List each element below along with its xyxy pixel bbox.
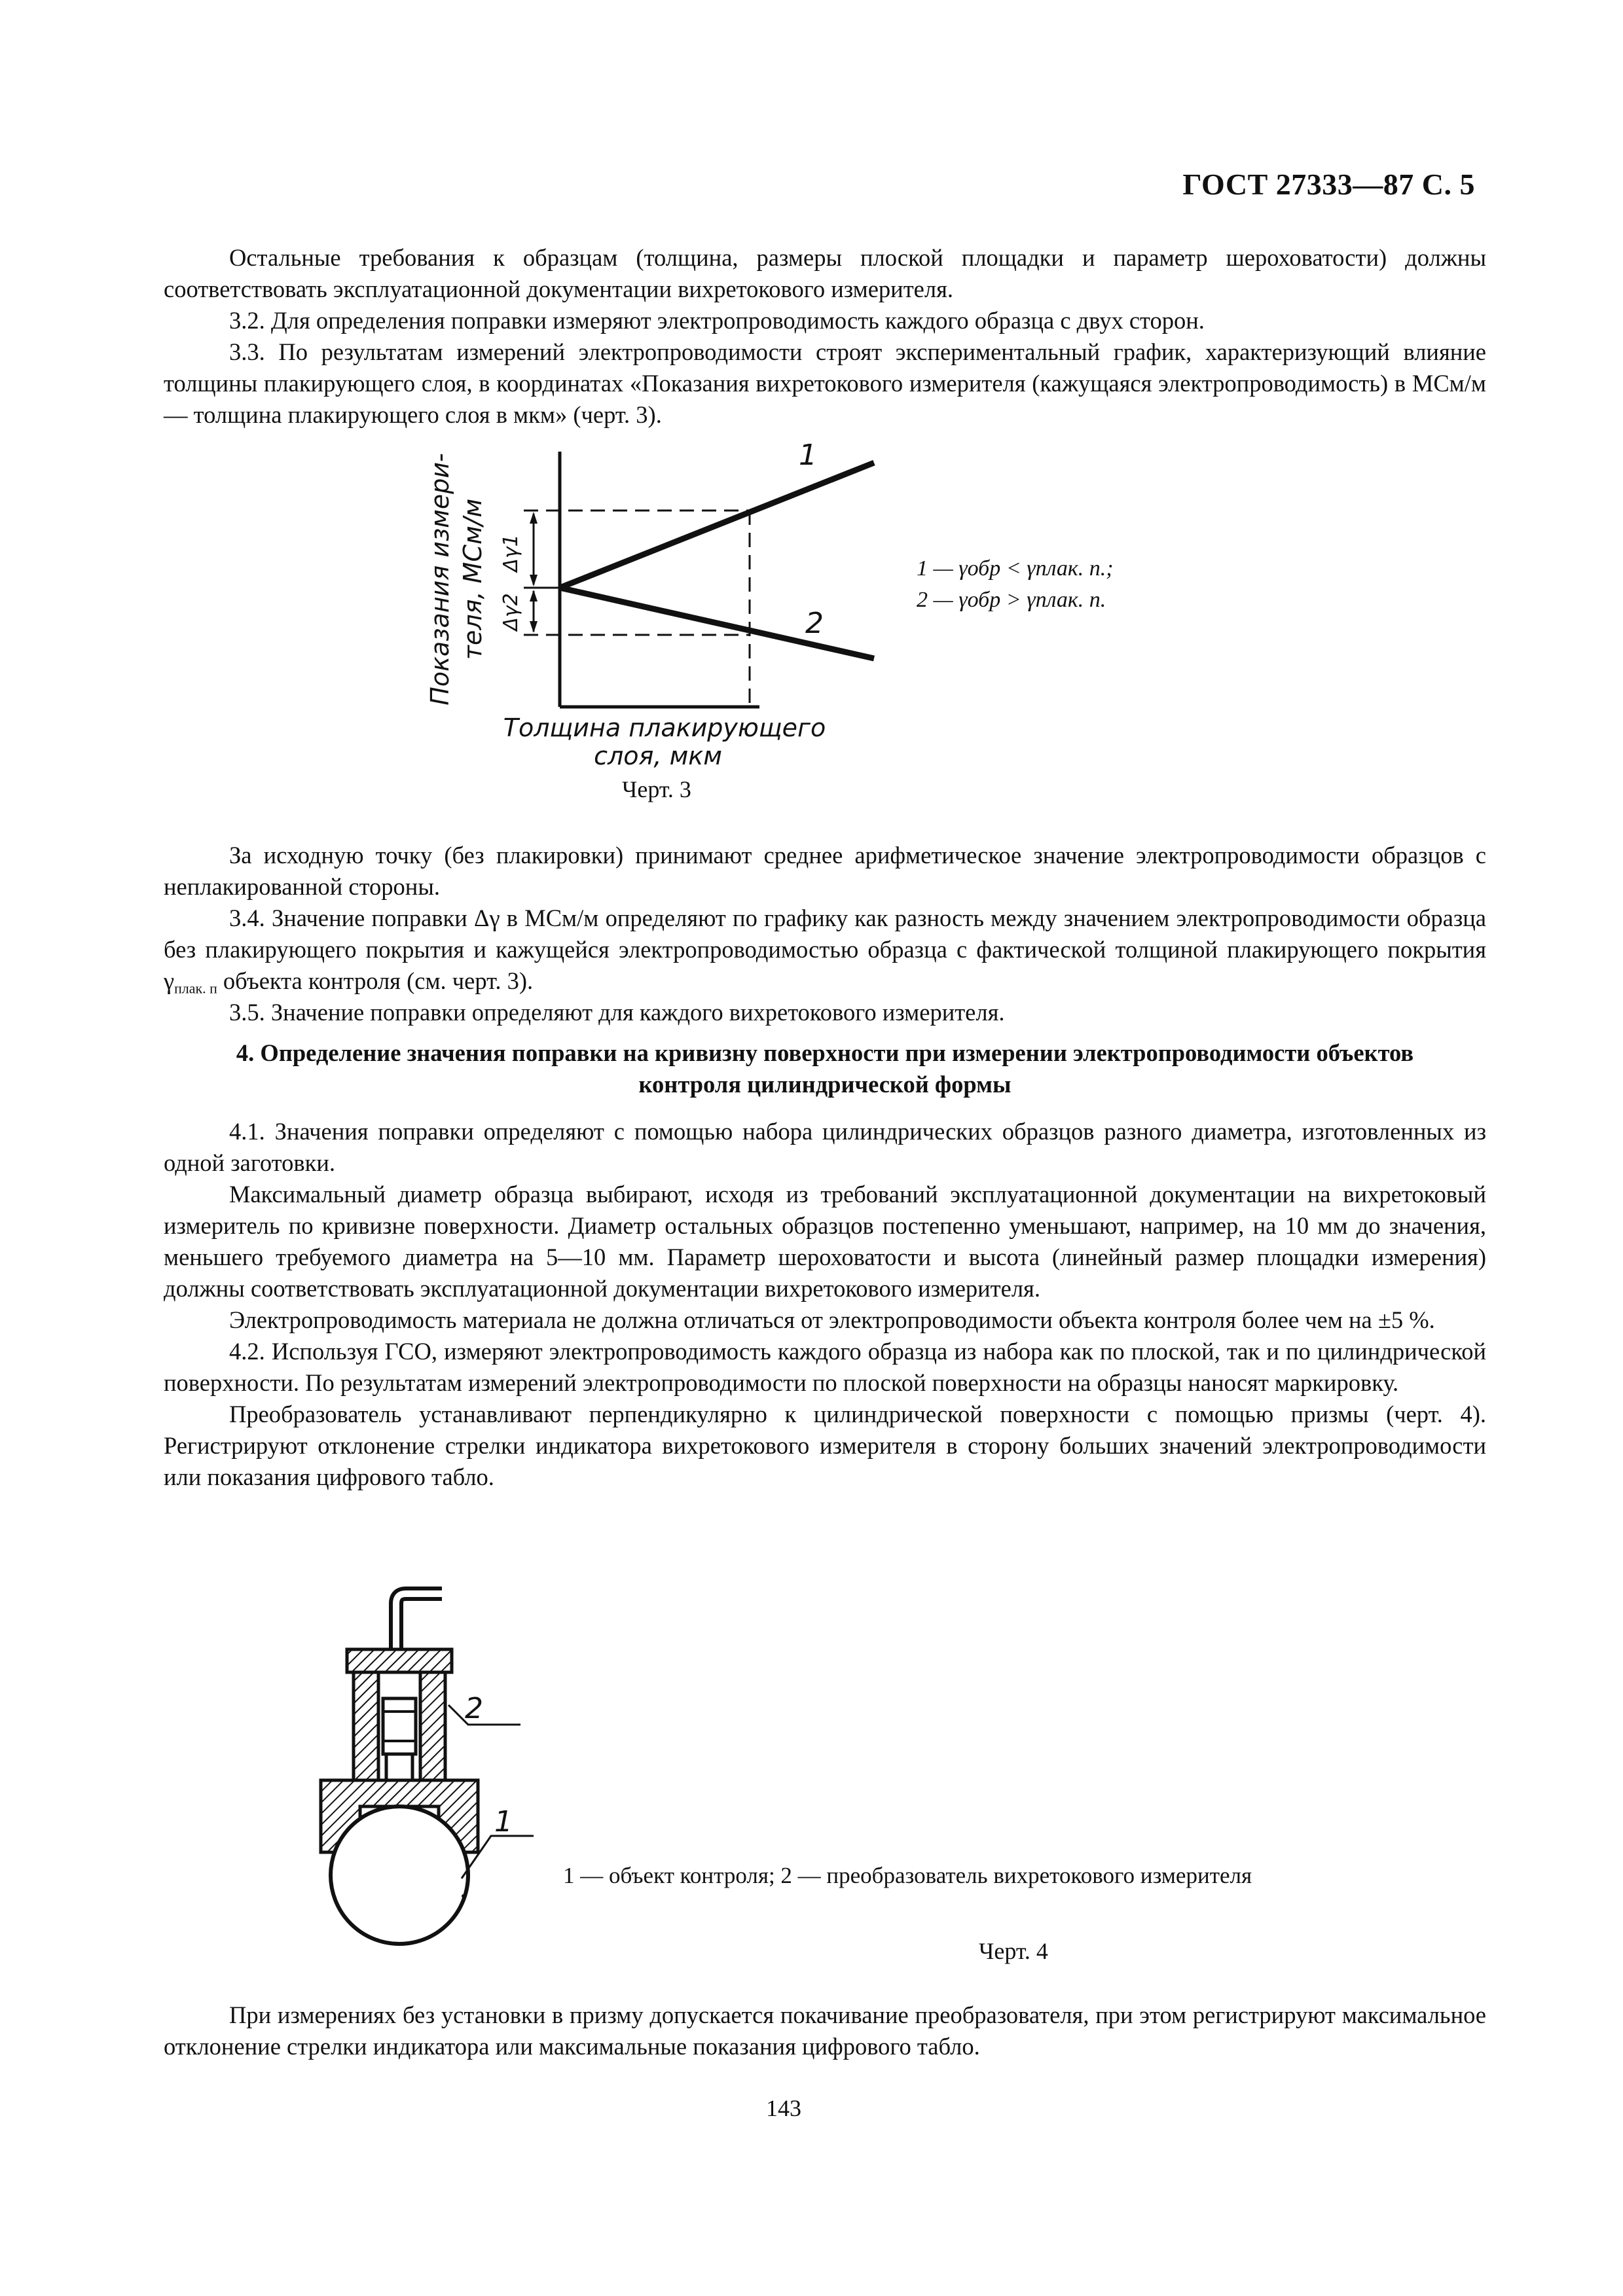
line-1: [560, 463, 874, 588]
paragraph: Электропроводимость материала не должна отличаться от электропроводимости объекта контроля более чем на ±5 %.: [229, 1306, 1435, 1333]
delta-gamma-2-label: Δγ2: [500, 593, 522, 631]
paragraph: [164, 903, 1486, 997]
legend-item-1: 1 — γобр < γплак. п.;: [917, 556, 1114, 581]
paragraph: 3.3. По результатам измерений электропроводимости строят экспериментальный график, характеризующий влияние толщины плакирующего слоя, в координатах «Показания вихретокового измерителя (кажущаяся электропроводимость) в МСм/м — толщина плакирующего слоя в мкм» (черт. 3).: [164, 338, 1486, 428]
paragraph: При измерениях без установки в призму допускается покачивание преобразователя, при этом регистрируют максимальное отклонение стрелки индикатора или максимальные показания цифрового табло.: [164, 2001, 1486, 2060]
figure-4-drawing: [295, 1584, 537, 1950]
section-4-heading: [164, 1037, 1486, 1100]
line-2-label: 2: [805, 607, 824, 640]
figure-4-legend: 1 — объект контроля; 2 — преобразователь вихретокового измерителя: [563, 1863, 1252, 1888]
page-header: ГОСТ 27333—87 С. 5: [1182, 168, 1475, 201]
text-block-3: [164, 1116, 1486, 1493]
paragraph-text: 3.4. Значение поправки Δγ в МСм/м определяют по графику как разность между значением электропроводимости образца без плакирующего покрытия и кажущейся электропроводимостью образца с фактической толщиной плакирующего покрытия γ: [164, 905, 1486, 994]
line-1-label: 1: [799, 439, 817, 472]
paragraph: 3.5. Значение поправки определяют для каждого вихретокового измерителя.: [229, 999, 1005, 1026]
paragraph: 3.2. Для определения поправки измеряют электропроводимость каждого образца с двух сторон.: [229, 307, 1205, 334]
paragraph: За исходную точку (без плакировки) принимают среднее арифметическое значение электропроводимости образцов с неплакированной стороны.: [164, 842, 1486, 900]
paragraph: Максимальный диаметр образца выбирают, исходя из требований эксплуатационной документации на вихретоковый измеритель по кривизне поверхности. Диаметр остальных образцов постепенно уменьшают, например, на 10 мм до значения, меньшего требуемого диаметра на 5—10 мм. Параметр шероховатости и высота (линейный размер площадки измерения) должны соответствовать эксплуатационной документации вихретокового измерителя.: [164, 1181, 1486, 1302]
paragraph: Остальные требования к образцам (толщина, размеры плоской площадки и параметр шероховатости) должны соответствовать эксплуатационной документации вихретокового измерителя.: [164, 244, 1486, 302]
line-2: [560, 588, 874, 658]
figure-4-label-2: 2: [465, 1692, 483, 1725]
subscript: плак. п: [174, 980, 217, 997]
figure-3-caption: Черт. 3: [622, 776, 691, 802]
delta-gamma-1-label: Δγ1: [500, 534, 522, 572]
text-block-4: [164, 2000, 1486, 2062]
figure-4-caption: Черт. 4: [979, 1938, 1048, 1964]
text-block-2: [164, 840, 1486, 1028]
paragraph: 4.2. Используя ГСО, измеряют электропроводимость каждого образца из набора как по плоской, так и по цилиндрической поверхности. По результатам измерений электропроводимости по плоской поверхности на образцы наносят маркировку.: [164, 1338, 1486, 1396]
legend-item-2: 2 — γобр > γплак. п.: [917, 588, 1106, 612]
paragraph: Преобразователь устанавливают перпендикулярно к цилиндрической поверхности с помощью призмы (черт. 4). Регистрируют отклонение стрелки индикатора вихретокового измерителя в сторону больших значений электропроводимости или показания цифрового табло.: [164, 1401, 1486, 1490]
page-number: 143: [766, 2095, 801, 2121]
figure-3-legend: [917, 553, 1114, 616]
paragraph: 4.1. Значения поправки определяют с помощью набора цилиндрических образцов разного диаметра, изготовленных из одной заготовки.: [164, 1118, 1486, 1176]
x-axis-title-line-2: слоя, мкм: [594, 742, 722, 770]
heading-line: контроля цилиндрической формы: [638, 1071, 1012, 1098]
figure-4-label-1: 1: [494, 1805, 513, 1839]
y-axis-title-line-2: теля, МСм/м: [458, 498, 487, 660]
paragraph-text: объекта контроля (см. черт. 3).: [217, 967, 534, 994]
figure-3-graph: [419, 435, 917, 782]
y-axis-title-line-1: Показания измери-: [426, 453, 454, 706]
text-block-1: [164, 242, 1486, 431]
x-axis-title-line-1: Толщина плакирующего: [503, 713, 826, 742]
heading-line: 4. Определение значения поправки на кривизну поверхности при измерении электропроводимости объектов: [236, 1039, 1414, 1066]
